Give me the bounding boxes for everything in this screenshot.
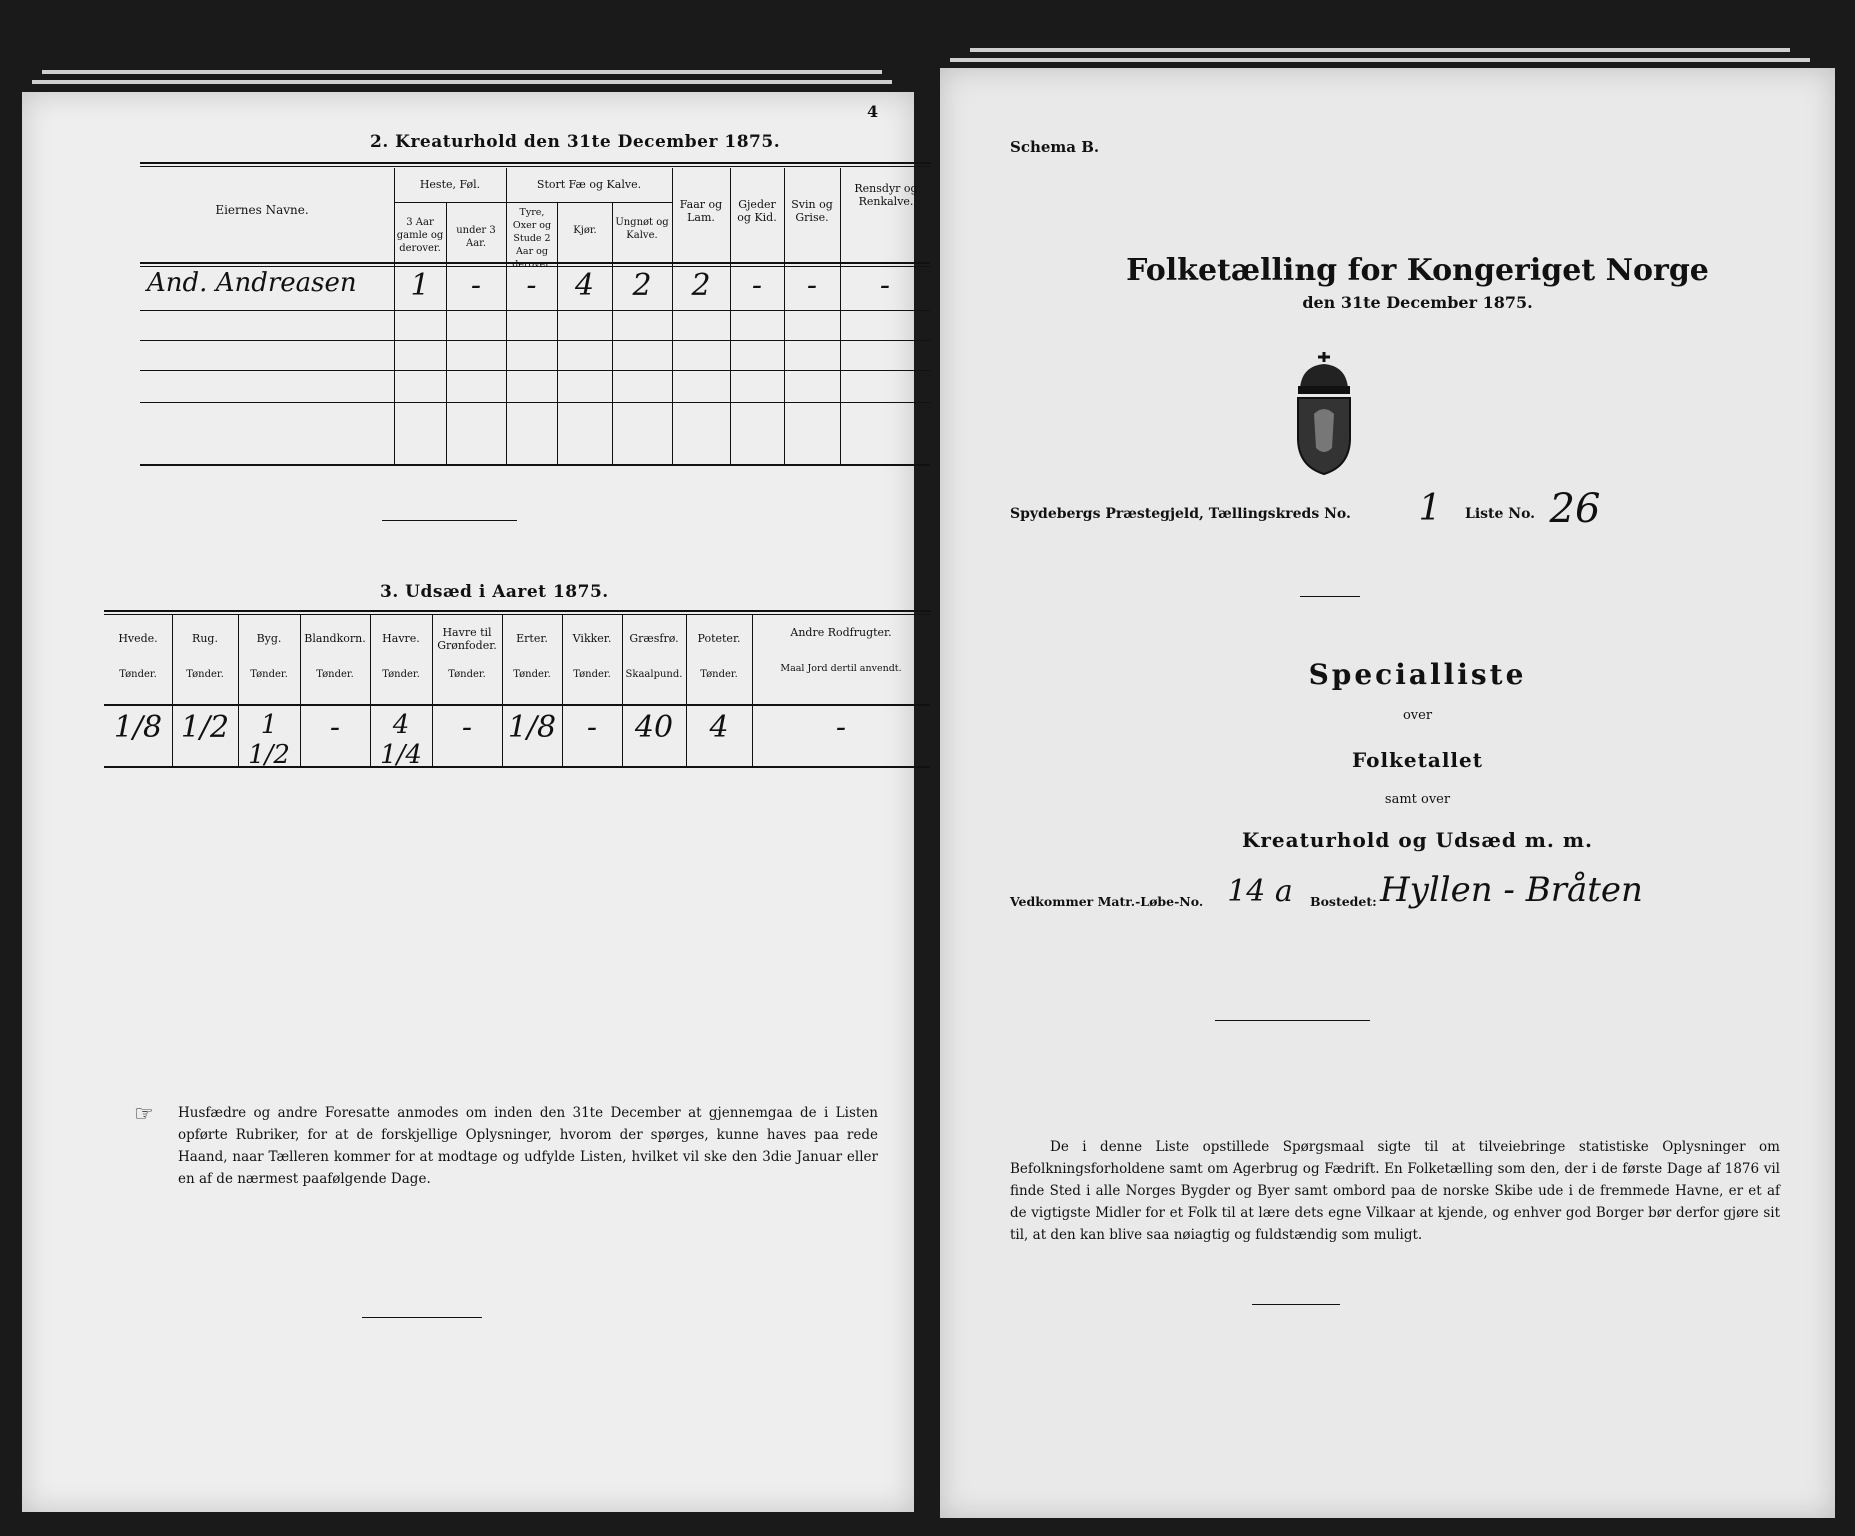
schema-label: Schema B. [1010, 138, 1100, 156]
kreaturhold-title: Kreaturhold og Udsæd m. m. [1242, 828, 1593, 852]
col-header: 3 Aar gamle og derover. [396, 217, 444, 254]
cell-value: 2 [632, 268, 652, 303]
cell-value: 4 [709, 710, 729, 745]
table3-header-bottom [104, 704, 930, 706]
district-no: 1 [1418, 488, 1442, 529]
page-edge [970, 48, 1790, 52]
table3-top-rule [104, 610, 930, 612]
col-header: Rug. [192, 632, 218, 645]
main-subtitle: den 31te December 1875. [1302, 293, 1533, 312]
cell-value: - [586, 710, 598, 745]
table2-row-rule [140, 402, 930, 403]
page-mark: 4 [867, 102, 879, 121]
group-header-rule [394, 202, 672, 203]
cell-value: 4 [574, 268, 595, 303]
col-unit: Tønder. [250, 669, 288, 680]
footnote-text: Husfædre og andre Foresatte anmodes om inden den 31te December at gjennemgaa de i Listen opførte Rubriker, for at de forskjellige Oplysninger, hvorom der spørges, kunne haves paa rede Haand, naar Tælleren kommer for at modtage og udfylde Listen, hvilket vil ske den 3die Januar eller en af de nærmest paafølgende Dage. [178, 1105, 878, 1187]
cell-value: - [835, 710, 847, 745]
cell-value: - [470, 268, 482, 303]
col-header: under 3 Aar. [456, 225, 496, 249]
col-header: Blandkorn. [304, 632, 366, 645]
table2-bottom-rule [140, 464, 930, 466]
table3-top-rule-2 [104, 614, 930, 615]
separator [382, 520, 517, 521]
col-header: Vikker. [572, 632, 612, 645]
col-header: Rensdyr og Renkalve. [854, 182, 918, 208]
col-unit: Tønder. [573, 669, 611, 680]
over-text: over [1402, 708, 1433, 723]
group-header-stort-fae: Stort Fæ og Kalve. [536, 178, 642, 191]
col-header: Hvede. [118, 632, 158, 645]
specialliste-title: Specialliste [1308, 658, 1527, 691]
cell-value: 1 [410, 268, 430, 303]
liste-label: Liste No. [1465, 506, 1536, 522]
col-header: Ungnøt og Kalve. [615, 217, 669, 241]
table2-vline [394, 168, 395, 466]
page-edge [42, 70, 882, 74]
cell-value: - [329, 710, 341, 745]
matr-no: 14 a [1227, 874, 1293, 909]
page-edge [32, 80, 892, 84]
bottom-separator [362, 1317, 482, 1318]
owner-name: And. Andreasen [147, 268, 357, 298]
col-unit: Tønder. [448, 669, 486, 680]
location-label: Spydebergs Præstegjeld, Tællingskreds No. [1010, 506, 1351, 522]
col-header: Havre til Grønfoder. [437, 626, 497, 652]
col-unit: Tønder. [513, 669, 551, 680]
col-unit: Skaalpund. [625, 669, 683, 680]
cell-value: 2 [691, 268, 711, 303]
bostedet-value: Hyllen - Bråten [1380, 870, 1643, 910]
intro-paragraph: De i denne Liste opstillede Spørgsmaal sigte til at tilveiebringe statistiske Oplysninger om Befolkningsforholdene samt om Agerbrug og Fædrift. En Folketælling som den, der i de første Dage af 1876 vil finde Sted i alle Norges Bygder og Byer samt ombord paa de norske Skibe ude i de fremmede Havne, er et af de vigtigste Midler for et Folk til at lære dets egne Vilkaar at kjende, og enhver god Borger bør derfor gjøre sit til, at den kan blive saa nøiagtig og fuldstændig som muligt. [1010, 1139, 1780, 1243]
col-header: Kjør. [573, 225, 597, 236]
table2-row-rule [140, 340, 930, 341]
matr-label: Vedkommer Matr.-Løbe-No. [1010, 894, 1204, 909]
col-header: Tyre, Oxer og Stude 2 Aar og derover. [512, 207, 552, 270]
cell-value: 1 1/2 [248, 710, 290, 770]
col-unit: Tønder. [700, 669, 738, 680]
cell-value: - [526, 268, 537, 303]
col-header: Havre. [382, 632, 420, 645]
table2-top-rule-2 [140, 166, 930, 167]
owner-header: Eiernes Navne. [215, 203, 309, 217]
col-unit: Tønder. [316, 669, 354, 680]
left-page [22, 92, 918, 1512]
table3-bottom-rule [104, 766, 930, 768]
cell-value: 40 [634, 710, 674, 745]
page-edge [950, 58, 1810, 62]
col-header: Byg. [256, 632, 282, 645]
folketallet-title: Folketallet [1352, 748, 1483, 772]
col-unit: Tønder. [119, 669, 157, 680]
table2-row-rule [140, 310, 930, 311]
col-header: Faar og Lam. [679, 198, 723, 224]
separator [1300, 596, 1360, 597]
col-header: Erter. [516, 632, 548, 645]
pointing-hand-icon: ☞ [134, 1102, 154, 1127]
col-header: Svin og Grise. [791, 198, 833, 224]
liste-no: 26 [1549, 486, 1601, 532]
section3-title: 3. Udsæd i Aaret 1875. [380, 582, 609, 602]
section2-title: 2. Kreaturhold den 31te December 1875. [370, 132, 781, 152]
cell-value: - [806, 268, 818, 303]
col-header: Gjeder og Kid. [737, 198, 777, 224]
col-unit: Tønder. [382, 669, 420, 680]
col-header: Poteter. [697, 632, 741, 645]
cell-value: 4 1/4 [380, 710, 422, 770]
coat-of-arms-icon [1288, 348, 1360, 478]
cell-value: 1/8 [113, 710, 163, 745]
bottom-separator [1252, 1304, 1340, 1305]
cell-value: 1/8 [507, 710, 557, 745]
cell-value: - [879, 268, 891, 303]
main-title: Folketælling for Kongeriget Norge [1126, 253, 1709, 288]
cell-value: 1/2 [180, 710, 230, 745]
cell-value: - [751, 268, 763, 303]
table2-row-rule [140, 370, 930, 371]
col-unit: Maal Jord dertil anvendt. [780, 663, 902, 674]
col-header: Andre Rodfrugter. [790, 626, 892, 639]
right-page [940, 68, 1835, 1518]
samt-over-text: samt over [1384, 792, 1451, 807]
bostedet-label: Bostedet: [1310, 894, 1377, 909]
col-header: Græsfrø. [629, 632, 679, 645]
table2-vline [840, 168, 841, 466]
table2-vline [557, 202, 558, 466]
col-unit: Tønder. [186, 669, 224, 680]
separator [1215, 1020, 1370, 1021]
group-header-heste: Heste, Føl. [419, 178, 481, 191]
table2-top-rule [140, 162, 930, 164]
cell-value: - [461, 710, 473, 745]
